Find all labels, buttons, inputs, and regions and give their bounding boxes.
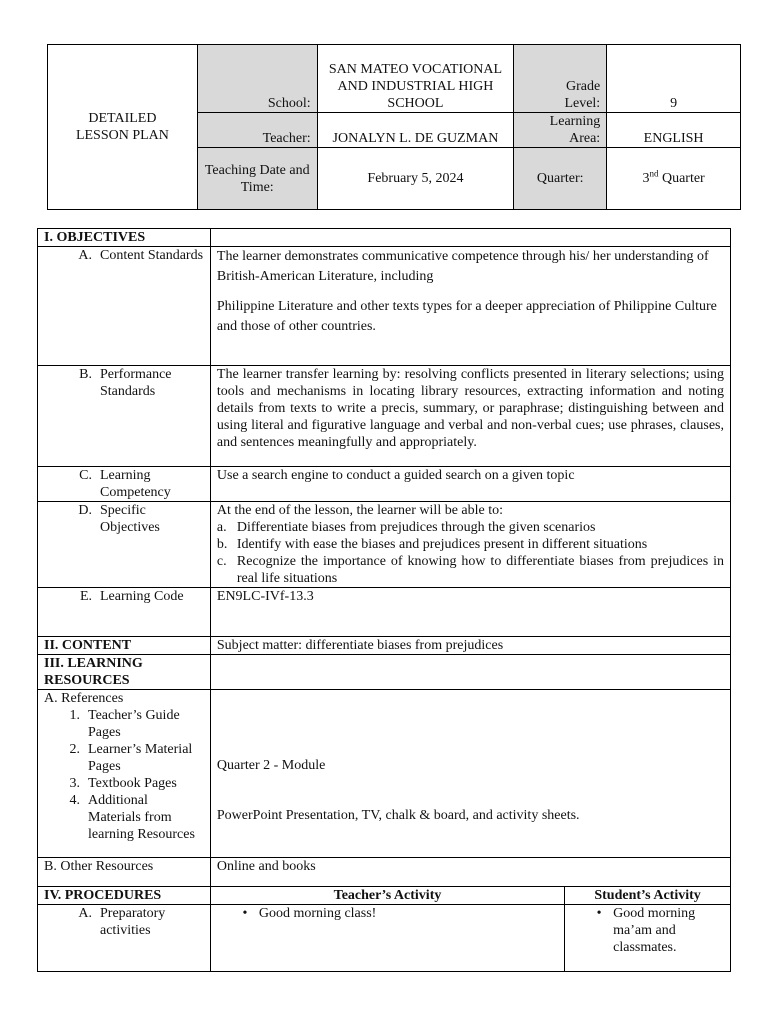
quarter-value: 3nd Quarter	[607, 148, 741, 210]
reference-item: 3. Textbook Pages	[69, 776, 177, 791]
performance-standards-label: B. Performance Standards	[38, 366, 211, 467]
area-value: ENGLISH	[607, 113, 741, 148]
grade-value: 9	[607, 45, 741, 113]
bullet-icon: •	[596, 906, 602, 921]
content-standards-label: A. Content Standards	[38, 247, 211, 366]
objective-item: c. Recognize the importance of knowing how to differentiate biases from prejudices in real life situations	[216, 554, 724, 586]
learning-resources-heading: III. LEARNING RESOURCES	[38, 655, 211, 690]
learning-competency-label: C. Learning Competency	[38, 467, 211, 502]
teacher-label: Teacher:	[197, 113, 317, 148]
content-text: Subject matter: differentiate biases from prejudices	[210, 637, 730, 655]
content-heading: II. CONTENT	[38, 637, 211, 655]
performance-standards-text: The learner transfer learning by: resolving conflicts presented in literary selections; using tools and mechanisms in locating library resources, extracting information and noting details from texts to write a precis, summary, or paraphrase; distinguishing between and using literal and figurative language and verbal and non-verbal cues; use phrases, clauses, and sentences meaningfully and appropriately.	[210, 366, 730, 467]
reference-item: 2. Learner’s Material Pages	[69, 742, 193, 774]
teacher-activity-header: Teacher’s Activity	[210, 887, 564, 905]
student-activity-cell: • Good morning ma’am and classmates.	[565, 905, 731, 972]
objective-item: a. Differentiate biases from prejudices through the given scenarios	[216, 520, 596, 535]
preparatory-activities-label: A. Preparatory activities	[38, 905, 211, 972]
specific-objectives-text: At the end of the lesson, the learner will be able to: a. Differentiate biases from prejudices through the given scenarios b. Identify with ease the biases and prejudices present in different situations c. Recognize the importance of knowing how to differentiate biases from prejudices in real life situations	[210, 502, 730, 588]
learning-code-text: EN9LC-IVf-13.3	[210, 588, 730, 637]
quarter-label: Quarter:	[514, 148, 607, 210]
other-resources-text: Online and books	[210, 858, 730, 887]
objective-item: b. Identify with ease the biases and prejudices present in different situations	[216, 537, 648, 552]
teacher-activity-cell: • Good morning class!	[210, 905, 564, 972]
school-name: SAN MATEO VOCATIONAL AND INDUSTRIAL HIGH SCHOOL	[317, 45, 514, 113]
lesson-table	[37, 228, 731, 972]
reference-item: 1. Teacher’s Guide Pages	[69, 708, 180, 740]
specific-objectives-label: D. Specific Objectives	[38, 502, 211, 588]
grade-label: Grade Level:	[514, 45, 607, 113]
student-activity-header: Student’s Activity	[565, 887, 731, 905]
lesson-plan-title: DETAILED LESSON PLAN	[48, 45, 198, 210]
references-values: Quarter 2 - Module PowerPoint Presentation, TV, chalk & board, and activity sheets.	[210, 690, 730, 858]
teacher-name: JONALYN L. DE GUZMAN	[317, 113, 514, 148]
date-value: February 5, 2024	[317, 148, 514, 210]
header-table	[47, 44, 741, 210]
reference-item: 4. Additional Materials from learning Resources	[69, 793, 195, 842]
objectives-heading: I. OBJECTIVES	[38, 229, 211, 247]
content-standards-text: The learner demonstrates communicative competence through his/ her understanding of British-American Literature, including Philippine Literature and other texts types for a deeper appreciation of Philippine Culture and those of other countries.	[210, 247, 730, 366]
procedures-heading: IV. PROCEDURES	[38, 887, 211, 905]
area-label: Learning Area:	[514, 113, 607, 148]
school-label: School:	[197, 45, 317, 113]
learning-competency-text: Use a search engine to conduct a guided search on a given topic	[210, 467, 730, 502]
bullet-icon: •	[242, 906, 248, 921]
date-label: Teaching Date and Time:	[197, 148, 317, 210]
learning-code-label: E. Learning Code	[38, 588, 211, 637]
other-resources-label: B. Other Resources	[38, 858, 211, 887]
references-list: A. References 1. Teacher’s Guide Pages 2. Learner’s Material Pages 3. Textbook Pages 4. Additional Materials from learning Resources	[38, 690, 211, 858]
